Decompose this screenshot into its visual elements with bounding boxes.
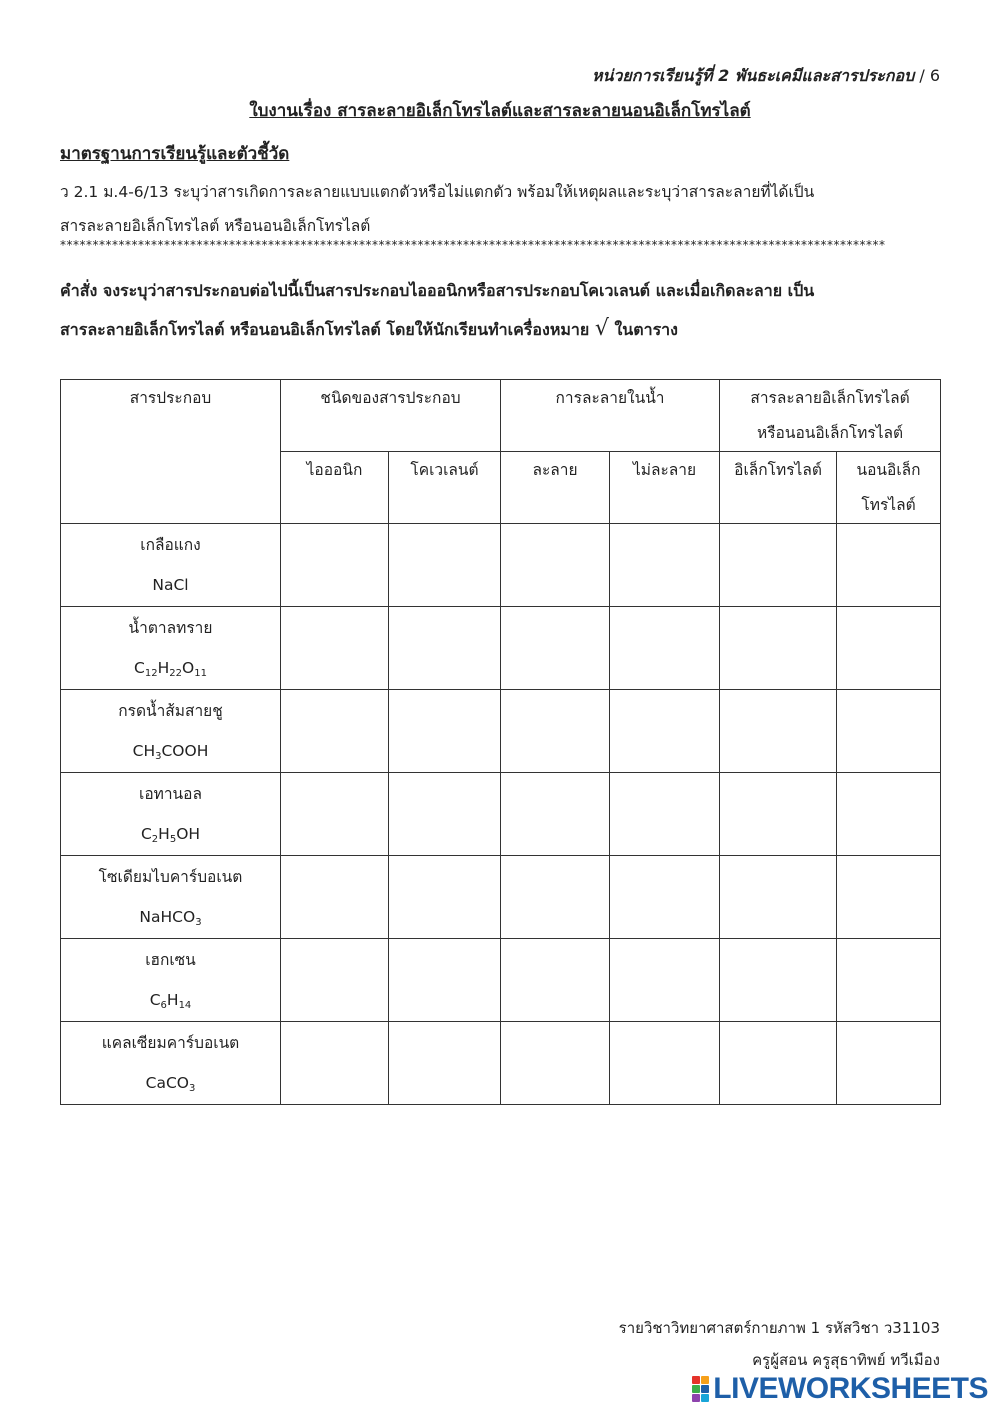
formula-text: COOH xyxy=(161,742,209,760)
subheader-covalent: โคเวเลนต์ xyxy=(389,452,501,524)
logo-square xyxy=(692,1385,700,1393)
answer-cell-soluble[interactable] xyxy=(501,524,610,607)
liveworksheets-logo-text: LIVEWORKSHEETS xyxy=(713,1372,988,1405)
footer-teacher: ครูผู้สอน ครูสุธาทิพย์ ทวีเมือง xyxy=(752,1351,940,1369)
subheader-ionic: ไอออนิก xyxy=(281,452,389,524)
answer-cell-ionic[interactable] xyxy=(281,856,389,939)
table-row xyxy=(61,524,941,607)
compound-formula xyxy=(61,648,280,688)
answer-cell-ionic[interactable] xyxy=(281,690,389,773)
compound-table xyxy=(60,379,941,1105)
formula-text: CaCO xyxy=(145,1074,189,1092)
formula-subscript: 6 xyxy=(160,1000,167,1011)
answer-cell-nonelectrolyte[interactable] xyxy=(837,856,941,939)
formula-subscript: 14 xyxy=(178,1000,192,1011)
formula-text: C xyxy=(140,825,152,843)
liveworksheets-logo-icon xyxy=(692,1376,709,1402)
answer-cell-electrolyte[interactable] xyxy=(720,690,837,773)
answer-cell-insoluble[interactable] xyxy=(610,773,720,856)
answer-cell-covalent[interactable] xyxy=(389,524,501,607)
compound-formula xyxy=(61,980,280,1020)
formula-text: C xyxy=(134,659,145,677)
logo-square xyxy=(701,1376,709,1384)
standard-heading: มาตรฐานการเรียนรู้และตัวชี้วัด xyxy=(60,144,290,164)
header-electrolyte-line-2: หรือนอนอิเล็กโทรไลต์ xyxy=(757,424,904,442)
formula-subscript: 3 xyxy=(188,1083,196,1094)
subheader-insoluble: ไม่ละลาย xyxy=(610,452,720,524)
subheader-nonelectrolyte-line-2: โทรไลต์ xyxy=(861,496,916,514)
answer-cell-soluble[interactable] xyxy=(501,773,610,856)
answer-cell-electrolyte[interactable] xyxy=(720,939,837,1022)
formula-text: OH xyxy=(176,825,201,843)
formula-subscript: 3 xyxy=(195,917,202,928)
check-mark-icon: √ xyxy=(594,316,609,341)
compound-cell xyxy=(61,939,281,1022)
instruction-line-2 xyxy=(60,310,940,349)
table-row xyxy=(61,856,941,939)
formula-text: H xyxy=(158,825,170,843)
answer-cell-insoluble[interactable] xyxy=(610,690,720,773)
subheader-nonelectrolyte-line-1: นอนอิเล็ก xyxy=(856,461,921,479)
footer-subject: รายวิชาวิทยาศาสตร์กายภาพ 1 รหัสวิชา ว31103 xyxy=(618,1319,940,1337)
answer-cell-ionic[interactable] xyxy=(281,1022,389,1105)
answer-cell-soluble[interactable] xyxy=(501,607,610,690)
formula-subscript: 12 xyxy=(144,668,158,679)
answer-cell-soluble[interactable] xyxy=(501,856,610,939)
formula-text: O xyxy=(182,659,195,677)
unit-title: หน่วยการเรียนรู้ที่ 2 พันธะเคมีและสารประกอบ xyxy=(591,66,915,85)
compound-formula xyxy=(61,897,280,937)
answer-cell-covalent[interactable] xyxy=(389,773,501,856)
answer-cell-electrolyte[interactable] xyxy=(720,856,837,939)
standard-line-1: ว 2.1 ม.4-6/13 ระบุว่าสารเกิดการละลายแบบแตกตัวหรือไม่แตกตัว พร้อมให้เหตุผลและระบุว่าสารละลายที่ได้เป็น xyxy=(60,183,815,201)
answer-cell-ionic[interactable] xyxy=(281,524,389,607)
compound-formula xyxy=(61,1063,280,1103)
header-electrolyte-line-1: สารละลายอิเล็กโทรไลต์ xyxy=(750,389,910,407)
compound-cell xyxy=(61,524,281,607)
instruction xyxy=(60,272,940,349)
answer-cell-nonelectrolyte[interactable] xyxy=(837,773,941,856)
unit-header xyxy=(592,64,940,89)
liveworksheets-logo xyxy=(692,1372,988,1406)
header-compound-type: ชนิดของสารประกอบ xyxy=(281,380,501,452)
header-water-solubility: การละลายในน้ำ xyxy=(501,380,720,452)
formula-text: C xyxy=(149,991,161,1009)
standard-text xyxy=(60,175,940,243)
answer-cell-soluble[interactable] xyxy=(501,1022,610,1105)
compound-name: แคลเซียมคาร์บอเนต xyxy=(101,1034,240,1052)
answer-cell-nonelectrolyte[interactable] xyxy=(837,607,941,690)
formula-text: NaCl xyxy=(152,576,189,594)
answer-cell-nonelectrolyte[interactable] xyxy=(837,939,941,1022)
answer-cell-covalent[interactable] xyxy=(389,1022,501,1105)
answer-cell-covalent[interactable] xyxy=(389,856,501,939)
answer-cell-nonelectrolyte[interactable] xyxy=(837,690,941,773)
page-number: 6 xyxy=(929,66,940,85)
answer-cell-insoluble[interactable] xyxy=(610,524,720,607)
instruction-line-2-end: ในตาราง xyxy=(614,320,678,339)
answer-cell-soluble[interactable] xyxy=(501,690,610,773)
answer-cell-nonelectrolyte[interactable] xyxy=(837,524,941,607)
compound-name: โซเดียมไบคาร์บอเนต xyxy=(98,868,243,886)
formula-text: H xyxy=(157,659,170,677)
logo-square xyxy=(701,1394,709,1402)
worksheet-title: ใบงานเรื่อง สารละลายอิเล็กโทรไลต์และสารละลายนอนอิเล็กโทรไลต์ xyxy=(249,101,751,121)
answer-cell-electrolyte[interactable] xyxy=(720,607,837,690)
compound-formula xyxy=(61,814,280,854)
formula-subscript: 11 xyxy=(194,668,207,679)
compound-formula xyxy=(61,565,280,605)
answer-cell-insoluble[interactable] xyxy=(610,939,720,1022)
compound-name: น้ำตาลทราย xyxy=(128,619,213,637)
logo-square xyxy=(701,1385,709,1393)
compound-cell xyxy=(61,1022,281,1105)
answer-cell-nonelectrolyte[interactable] xyxy=(837,1022,941,1105)
compound-formula xyxy=(61,731,280,771)
answer-cell-ionic[interactable] xyxy=(281,773,389,856)
compound-cell xyxy=(61,856,281,939)
answer-cell-electrolyte[interactable] xyxy=(720,1022,837,1105)
formula-subscript: 3 xyxy=(155,751,162,762)
subheader-nonelectrolyte xyxy=(837,452,941,524)
subheader-electrolyte: อิเล็กโทรไลต์ xyxy=(720,452,837,524)
formula-subscript: 2 xyxy=(151,834,159,845)
instruction-line-1: คำสั่ง จงระบุว่าสารประกอบต่อไปนี้เป็นสารประกอบไอออนิกหรือสารประกอบโคเวเลนต์ และเมื่อเกิดละลาย เป็น xyxy=(60,281,815,300)
table-row xyxy=(61,939,941,1022)
answer-cell-electrolyte[interactable] xyxy=(720,524,837,607)
star-divider: ******************************************************************************************************************************* xyxy=(60,238,886,252)
compound-name: เอทานอล xyxy=(139,785,202,803)
standard-line-2: สารละลายอิเล็กโทรไลต์ หรือนอนอิเล็กโทรไลต์ xyxy=(60,217,371,235)
table-row xyxy=(61,1022,941,1105)
answer-cell-ionic[interactable] xyxy=(281,939,389,1022)
compound-cell xyxy=(61,773,281,856)
compound-cell xyxy=(61,607,281,690)
subheader-soluble: ละลาย xyxy=(501,452,610,524)
compound-name: กรดน้ำส้มสายชู xyxy=(118,702,223,720)
answer-cell-ionic[interactable] xyxy=(281,607,389,690)
table-row xyxy=(61,773,941,856)
compound-name: เฮกเซน xyxy=(145,951,196,969)
answer-cell-insoluble[interactable] xyxy=(610,607,720,690)
table-row xyxy=(61,690,941,773)
answer-cell-covalent[interactable] xyxy=(389,939,501,1022)
answer-cell-insoluble[interactable] xyxy=(610,1022,720,1105)
answer-cell-insoluble[interactable] xyxy=(610,856,720,939)
formula-subscript: 22 xyxy=(169,668,182,679)
instruction-line-2-text: สารละลายอิเล็กโทรไลต์ หรือนอนอิเล็กโทรไลต์ โดยให้นักเรียนทำเครื่องหมาย xyxy=(60,320,590,339)
answer-cell-covalent[interactable] xyxy=(389,690,501,773)
compound-cell xyxy=(61,690,281,773)
formula-text: CH xyxy=(132,742,156,760)
header-compound: สารประกอบ xyxy=(61,380,281,524)
logo-square xyxy=(692,1376,700,1384)
header-electrolyte xyxy=(720,380,941,452)
compound-name: เกลือแกง xyxy=(140,536,201,554)
page-separator: / xyxy=(914,66,930,85)
answer-cell-covalent[interactable] xyxy=(389,607,501,690)
logo-square xyxy=(692,1394,700,1402)
formula-text: H xyxy=(166,991,179,1009)
answer-cell-electrolyte[interactable] xyxy=(720,773,837,856)
table-row xyxy=(61,607,941,690)
formula-text: NaHCO xyxy=(139,908,196,926)
answer-cell-soluble[interactable] xyxy=(501,939,610,1022)
formula-subscript: 5 xyxy=(169,834,177,845)
